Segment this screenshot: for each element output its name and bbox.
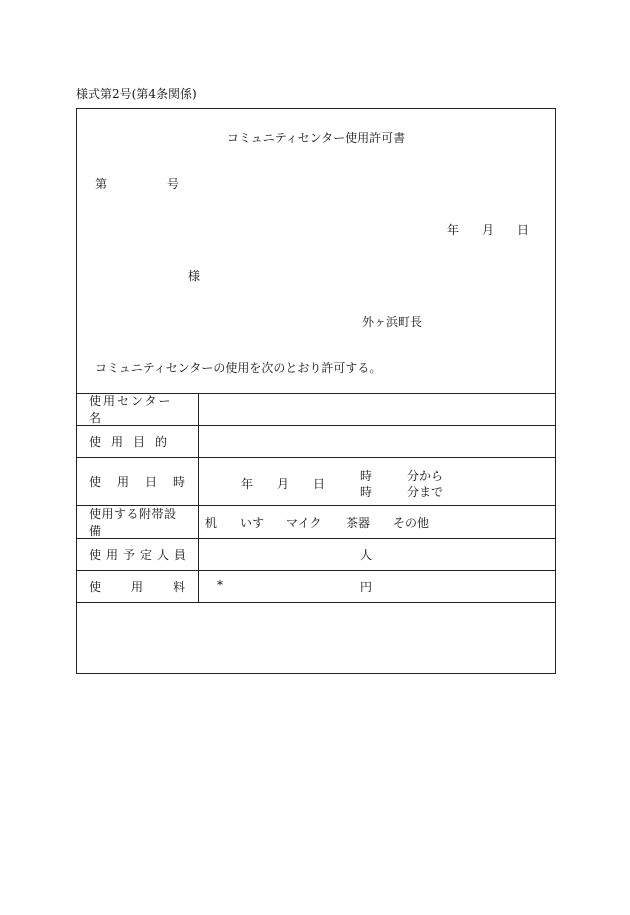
table-bottom-border	[77, 602, 555, 603]
center-name-label: 使用センター名	[89, 394, 173, 425]
datetime-hour-from: 時	[360, 469, 373, 483]
fee-asterisk: *	[217, 578, 223, 592]
datetime-month: 月	[277, 477, 290, 491]
issuer: 外ヶ浜町長	[362, 315, 423, 329]
issue-date-year: 年	[447, 223, 460, 237]
fee-unit: 円	[360, 580, 373, 594]
purpose-label: 使 用 目 的	[89, 434, 167, 449]
recipient-suffix: 様	[188, 269, 201, 283]
equipment-other[interactable]: その他	[393, 516, 430, 530]
datetime-year: 年	[241, 477, 254, 491]
label-column-divider	[198, 393, 199, 602]
equipment-desk[interactable]: 机	[205, 516, 218, 530]
datetime-minute-to: 分まで	[407, 485, 444, 499]
permit-number-prefix: 第	[95, 177, 108, 191]
datetime-label: 使 用 日 時	[89, 474, 185, 489]
issue-date-month: 月	[482, 223, 495, 237]
equipment-chair[interactable]: いす	[240, 516, 265, 530]
permit-number-suffix: 号	[167, 177, 180, 191]
equipment-microphone[interactable]: マイク	[286, 516, 322, 530]
issue-date-day: 日	[517, 223, 530, 237]
datetime-hour-to: 時	[360, 485, 373, 499]
attendees-unit: 人	[360, 548, 373, 562]
form-number: 様式第2号(第4条関係)	[76, 87, 197, 101]
equipment-label: 使用する附帯設備	[89, 506, 177, 538]
equipment-tea-set[interactable]: 茶器	[346, 516, 371, 530]
permit-title: コミュニティセンター使用許可書	[226, 131, 406, 145]
datetime-minute-from: 分から	[407, 469, 444, 483]
attendees-label: 使 用 予 定 人 員	[89, 547, 186, 562]
datetime-day: 日	[313, 477, 326, 491]
fee-label: 使 用 料	[89, 579, 185, 594]
permit-form	[76, 108, 556, 674]
permit-statement: コミュニティセンターの使用を次のとおり許可する。	[95, 361, 382, 375]
